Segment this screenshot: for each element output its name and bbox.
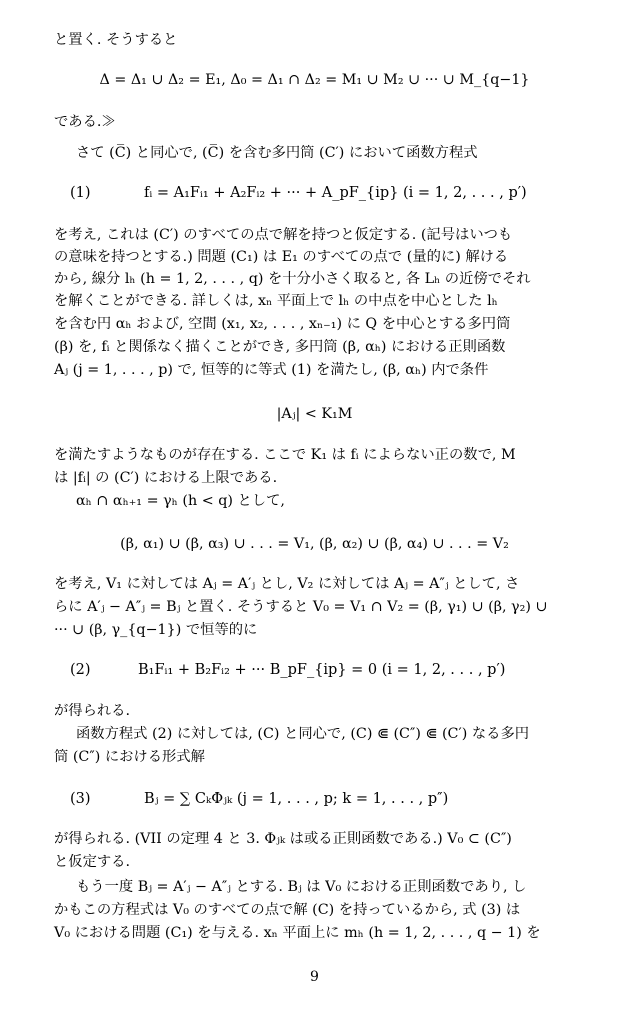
text-line: が得られる.	[54, 703, 131, 719]
text-line: を含む円 αₕ および, 空間 (x₁, x₂, . . . , xₙ₋₁) に Q を中心とする多円筒	[54, 316, 511, 332]
text-line: V₀ における問題 (C₁) を与える. xₙ 平面上に mₕ (h = 1, 2, . . . , q − 1) を	[54, 925, 541, 941]
text-line: と置く. そうすると	[54, 32, 178, 48]
text-line: らに A′ⱼ − A″ⱼ = Bⱼ と置く. そうすると V₀ = V₁ ∩ V₂ = (β, γ₁) ∪ (β, γ₂) ∪	[54, 599, 548, 615]
page-number: 9	[310, 969, 319, 985]
text-line: を満たすようなものが存在する. ここで K₁ は fᵢ によらない正の数で, M	[54, 447, 516, 463]
equation-number: (3)	[70, 791, 91, 807]
text-line: もう一度 Bⱼ = A′ⱼ − A″ⱼ とする. Bⱼ は V₀ における正則函数であり, し	[76, 879, 527, 895]
text-line: Aⱼ (j = 1, . . . , p) で, 恒等的に等式 (1) を満たし, (β, αₕ) 内で条件	[54, 362, 489, 378]
display-equation: Δ = Δ₁ ∪ Δ₂ = E₁, Δ₀ = Δ₁ ∩ Δ₂ = M₁ ∪ M₂ ∪ ··· ∪ M_{q−1}	[99, 72, 530, 88]
equation-body: B₁Fᵢ₁ + B₂Fᵢ₂ + ··· B_pF_{ip} = 0 (i = 1, 2, . . . , p′)	[138, 662, 506, 678]
text-line: 函数方程式 (2) に対しては, (C) と同心で, (C) ⋐ (C″) ⋐ (C′) なる多円	[76, 726, 530, 742]
text-line: は |fᵢ| の (C′) における上限である.	[54, 470, 278, 486]
text-line: を解くことができる. 詳しくは, xₙ 平面上で lₕ の中点を中心とした lₕ	[54, 293, 498, 309]
display-equation: |Aⱼ| < K₁M	[276, 406, 353, 422]
text-line: を考え, V₁ に対しては Aⱼ = A′ⱼ とし, V₂ に対しては Aⱼ = A″ⱼ として, さ	[54, 576, 520, 592]
equation-number: (1)	[70, 185, 91, 201]
text-line: さて (C̅) と同心で, (C̅) を含む多円筒 (C′) において函数方程式	[76, 145, 478, 161]
text-line: を考え, これは (C′) のすべての点で解を持つと仮定する. (記号はいつも	[54, 227, 513, 243]
text-line: が得られる. (VII の定理 4 と 3. Φⱼₖ は或る正則函数である.) V₀ ⊂ (C″)	[54, 831, 512, 847]
text-line: の意味を持つとする.) 問題 (C₁) は E₁ のすべての点で (量的に) 解ける	[54, 249, 509, 265]
equation-number: (2)	[70, 662, 91, 678]
display-equation: (β, α₁) ∪ (β, α₃) ∪ . . . = V₁, (β, α₂) ∪ (β, α₄) ∪ . . . = V₂	[120, 536, 509, 552]
text-line: (β) を, fᵢ と関係なく描くことができ, 多円筒 (β, αₕ) における正則函数	[54, 339, 506, 355]
text-line: ··· ∪ (β, γ_{q−1}) で恒等的に	[54, 622, 258, 638]
text-line: と仮定する.	[54, 854, 131, 870]
equation-body: Bⱼ = ∑ CₖΦⱼₖ (j = 1, . . . , p; k = 1, . . . , p″)	[144, 791, 449, 807]
equation-body: fᵢ = A₁Fᵢ₁ + A₂Fᵢ₂ + ··· + A_pF_{ip} (i = 1, 2, . . . , p′)	[144, 185, 527, 201]
text-line: である.≫	[54, 114, 116, 130]
text-line: かもこの方程式は V₀ のすべての点で解 (C) を持っているから, 式 (3) は	[54, 902, 521, 918]
text-line: αₕ ∩ αₕ₊₁ = γₕ (h < q) として,	[76, 493, 285, 509]
text-line: から, 線分 lₕ (h = 1, 2, . . . , q) を十分小さく取ると, 各 Lₕ の近傍でそれ	[54, 271, 531, 287]
text-line: 筒 (C″) における形式解	[54, 749, 205, 765]
